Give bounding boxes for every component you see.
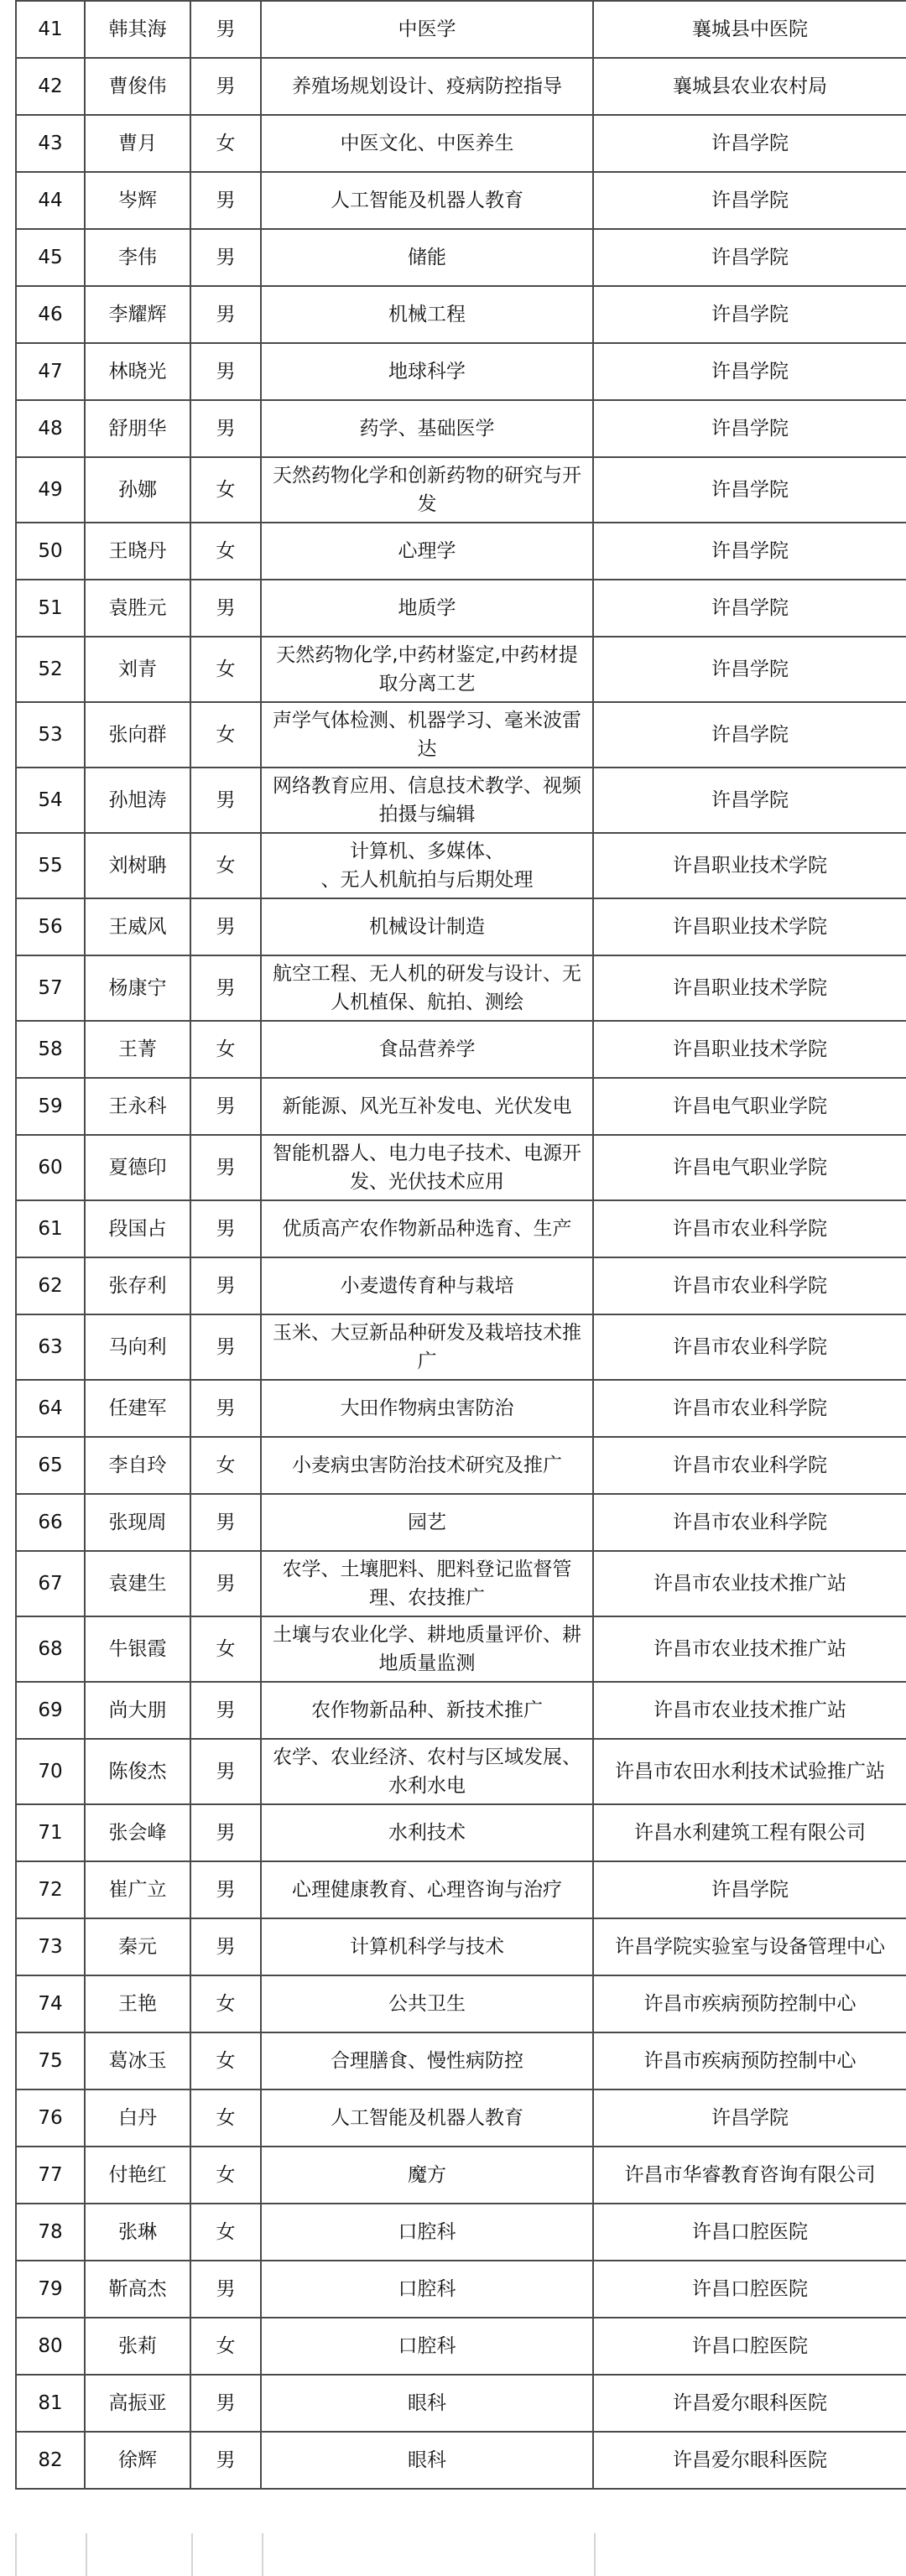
table-row bbox=[16, 702, 906, 768]
row-number-cell: 43 bbox=[16, 115, 85, 172]
expertise-field-cell: 食品营养学 bbox=[261, 1021, 593, 1078]
gender-cell: 男 bbox=[190, 172, 261, 229]
expertise-field-cell: 智能机器人、电力电子技术、电源开发、光伏技术应用 bbox=[261, 1135, 593, 1200]
row-number-cell: 50 bbox=[16, 523, 85, 580]
row-number-cell: 58 bbox=[16, 1021, 85, 1078]
row-number-cell: 49 bbox=[16, 457, 85, 523]
organization-cell: 许昌学院 bbox=[593, 286, 906, 343]
table-row bbox=[16, 523, 906, 580]
expertise-field-cell: 人工智能及机器人教育 bbox=[261, 2089, 593, 2147]
gender-cell: 女 bbox=[190, 1437, 261, 1494]
person-name-cell: 张会峰 bbox=[85, 1804, 190, 1861]
organization-cell: 许昌市农业科学院 bbox=[593, 1257, 906, 1314]
person-name-cell: 牛银霞 bbox=[85, 1616, 190, 1682]
organization-cell: 许昌职业技术学院 bbox=[593, 955, 906, 1021]
person-name-cell: 韩其海 bbox=[85, 1, 190, 58]
row-number-cell: 66 bbox=[16, 1494, 85, 1551]
expertise-field-cell: 储能 bbox=[261, 229, 593, 286]
table-row bbox=[16, 1975, 906, 2032]
expertise-field-cell: 机械设计制造 bbox=[261, 898, 593, 955]
table-row bbox=[16, 1078, 906, 1135]
gender-cell: 女 bbox=[190, 523, 261, 580]
gender-cell: 男 bbox=[190, 898, 261, 955]
person-name-cell: 李自玲 bbox=[85, 1437, 190, 1494]
organization-cell: 许昌学院 bbox=[593, 2089, 906, 2147]
organization-cell: 许昌学院 bbox=[593, 400, 906, 457]
expertise-field-cell: 地质学 bbox=[261, 580, 593, 637]
row-number-cell: 61 bbox=[16, 1200, 85, 1257]
row-number-cell: 59 bbox=[16, 1078, 85, 1135]
person-name-cell: 袁建生 bbox=[85, 1551, 190, 1616]
gender-cell: 男 bbox=[190, 955, 261, 1021]
gender-cell: 男 bbox=[190, 1804, 261, 1861]
table-row bbox=[16, 1135, 906, 1200]
organization-cell: 许昌学院 bbox=[593, 637, 906, 702]
person-name-cell: 靳高杰 bbox=[85, 2261, 190, 2318]
expert-roster-table bbox=[15, 0, 906, 2490]
table-row bbox=[16, 1739, 906, 1804]
expertise-field-cell: 优质高产农作物新品种选育、生产 bbox=[261, 1200, 593, 1257]
gender-cell: 女 bbox=[190, 457, 261, 523]
table-row bbox=[16, 229, 906, 286]
table-row bbox=[16, 1200, 906, 1257]
organization-cell: 襄城县农业农村局 bbox=[593, 58, 906, 115]
gender-cell: 女 bbox=[190, 2318, 261, 2375]
row-number-cell: 56 bbox=[16, 898, 85, 955]
organization-cell: 许昌职业技术学院 bbox=[593, 898, 906, 955]
expertise-field-cell: 园艺 bbox=[261, 1494, 593, 1551]
gender-cell: 女 bbox=[190, 2089, 261, 2147]
organization-cell: 襄城县中医院 bbox=[593, 1, 906, 58]
gender-cell: 女 bbox=[190, 2147, 261, 2204]
gender-cell: 男 bbox=[190, 2261, 261, 2318]
row-number-cell: 42 bbox=[16, 58, 85, 115]
gender-cell: 男 bbox=[190, 1135, 261, 1200]
row-number-cell: 81 bbox=[16, 2375, 85, 2432]
organization-cell: 许昌学院 bbox=[593, 343, 906, 400]
gender-cell: 男 bbox=[190, 1551, 261, 1616]
table-row bbox=[16, 400, 906, 457]
row-number-cell: 45 bbox=[16, 229, 85, 286]
expertise-field-cell: 养殖场规划设计、疫病防控指导 bbox=[261, 58, 593, 115]
person-name-cell: 杨康宁 bbox=[85, 955, 190, 1021]
gender-cell: 男 bbox=[190, 1494, 261, 1551]
table-row bbox=[16, 2204, 906, 2261]
row-number-cell: 51 bbox=[16, 580, 85, 637]
row-number-cell: 75 bbox=[16, 2032, 85, 2089]
organization-cell: 许昌市农田水利技术试验推广站 bbox=[593, 1739, 906, 1804]
person-name-cell: 夏德印 bbox=[85, 1135, 190, 1200]
gender-cell: 女 bbox=[190, 637, 261, 702]
expertise-field-cell: 土壤与农业化学、耕地质量评价、耕地质量监测 bbox=[261, 1616, 593, 1682]
person-name-cell: 葛冰玉 bbox=[85, 2032, 190, 2089]
person-name-cell: 林晓光 bbox=[85, 343, 190, 400]
row-number-cell: 76 bbox=[16, 2089, 85, 2147]
gender-cell: 男 bbox=[190, 58, 261, 115]
table-row bbox=[16, 2147, 906, 2204]
table-row bbox=[16, 580, 906, 637]
person-name-cell: 张存利 bbox=[85, 1257, 190, 1314]
row-number-cell: 79 bbox=[16, 2261, 85, 2318]
organization-cell: 许昌口腔医院 bbox=[593, 2318, 906, 2375]
expertise-field-cell: 小麦病虫害防治技术研究及推广 bbox=[261, 1437, 593, 1494]
gender-cell: 女 bbox=[190, 1975, 261, 2032]
gender-cell: 女 bbox=[190, 2204, 261, 2261]
expertise-field-cell: 口腔科 bbox=[261, 2261, 593, 2318]
person-name-cell: 崔广立 bbox=[85, 1861, 190, 1918]
table-row bbox=[16, 2089, 906, 2147]
person-name-cell: 曹月 bbox=[85, 115, 190, 172]
person-name-cell: 高振亚 bbox=[85, 2375, 190, 2432]
row-number-cell: 74 bbox=[16, 1975, 85, 2032]
table-row bbox=[16, 1380, 906, 1437]
expertise-field-cell: 眼科 bbox=[261, 2432, 593, 2489]
organization-cell: 许昌职业技术学院 bbox=[593, 833, 906, 898]
gender-cell: 男 bbox=[190, 286, 261, 343]
person-name-cell: 舒朋华 bbox=[85, 400, 190, 457]
expertise-field-cell: 计算机科学与技术 bbox=[261, 1918, 593, 1975]
table-row bbox=[16, 833, 906, 898]
expertise-field-cell: 玉米、大豆新品种研发及栽培技术推广 bbox=[261, 1314, 593, 1380]
table-row bbox=[16, 1616, 906, 1682]
expertise-field-cell: 合理膳食、慢性病防控 bbox=[261, 2032, 593, 2089]
person-name-cell: 马向利 bbox=[85, 1314, 190, 1380]
gender-cell: 男 bbox=[190, 768, 261, 833]
organization-cell: 许昌市疾病预防控制中心 bbox=[593, 1975, 906, 2032]
person-name-cell: 王菁 bbox=[85, 1021, 190, 1078]
row-number-cell: 47 bbox=[16, 343, 85, 400]
row-number-cell: 55 bbox=[16, 833, 85, 898]
table-row bbox=[16, 1918, 906, 1975]
expertise-field-cell: 药学、基础医学 bbox=[261, 400, 593, 457]
organization-cell: 许昌电气职业学院 bbox=[593, 1135, 906, 1200]
table-row bbox=[16, 768, 906, 833]
gender-cell: 男 bbox=[190, 343, 261, 400]
expertise-field-cell: 声学气体检测、机器学习、毫米波雷达 bbox=[261, 702, 593, 768]
expertise-field-cell: 天然药物化学,中药材鉴定,中药材提取分离工艺 bbox=[261, 637, 593, 702]
gender-cell: 男 bbox=[190, 1739, 261, 1804]
person-name-cell: 张琳 bbox=[85, 2204, 190, 2261]
gender-cell: 男 bbox=[190, 1314, 261, 1380]
table-row bbox=[16, 343, 906, 400]
table-body bbox=[16, 1, 906, 2489]
row-number-cell: 46 bbox=[16, 286, 85, 343]
row-number-cell: 62 bbox=[16, 1257, 85, 1314]
expertise-field-cell: 心理学 bbox=[261, 523, 593, 580]
row-number-cell: 80 bbox=[16, 2318, 85, 2375]
organization-cell: 许昌市农业技术推广站 bbox=[593, 1682, 906, 1739]
row-number-cell: 68 bbox=[16, 1616, 85, 1682]
gender-cell: 女 bbox=[190, 115, 261, 172]
expertise-field-cell: 眼科 bbox=[261, 2375, 593, 2432]
organization-cell: 许昌市农业科学院 bbox=[593, 1314, 906, 1380]
table-trailing-gridlines bbox=[15, 2533, 906, 2576]
person-name-cell: 曹俊伟 bbox=[85, 58, 190, 115]
organization-cell: 许昌水利建筑工程有限公司 bbox=[593, 1804, 906, 1861]
row-number-cell: 44 bbox=[16, 172, 85, 229]
organization-cell: 许昌学院 bbox=[593, 172, 906, 229]
expertise-field-cell: 地球科学 bbox=[261, 343, 593, 400]
expertise-field-cell: 中医学 bbox=[261, 1, 593, 58]
gender-cell: 男 bbox=[190, 2432, 261, 2489]
expertise-field-cell: 农作物新品种、新技术推广 bbox=[261, 1682, 593, 1739]
gender-cell: 男 bbox=[190, 400, 261, 457]
expertise-field-cell: 计算机、多媒体、 、无人机航拍与后期处理 bbox=[261, 833, 593, 898]
row-number-cell: 71 bbox=[16, 1804, 85, 1861]
gender-cell: 男 bbox=[190, 580, 261, 637]
table-row bbox=[16, 58, 906, 115]
expertise-field-cell: 天然药物化学和创新药物的研究与开发 bbox=[261, 457, 593, 523]
expertise-field-cell: 口腔科 bbox=[261, 2318, 593, 2375]
organization-cell: 许昌爱尔眼科医院 bbox=[593, 2375, 906, 2432]
person-name-cell: 徐辉 bbox=[85, 2432, 190, 2489]
person-name-cell: 孙娜 bbox=[85, 457, 190, 523]
table-row bbox=[16, 2318, 906, 2375]
person-name-cell: 张莉 bbox=[85, 2318, 190, 2375]
person-name-cell: 尚大朋 bbox=[85, 1682, 190, 1739]
gender-cell: 男 bbox=[190, 1682, 261, 1739]
organization-cell: 许昌市华睿教育咨询有限公司 bbox=[593, 2147, 906, 2204]
gender-cell: 男 bbox=[190, 1, 261, 58]
table-row bbox=[16, 1494, 906, 1551]
organization-cell: 许昌职业技术学院 bbox=[593, 1021, 906, 1078]
person-name-cell: 李伟 bbox=[85, 229, 190, 286]
person-name-cell: 王永科 bbox=[85, 1078, 190, 1135]
gender-cell: 男 bbox=[190, 1918, 261, 1975]
expertise-field-cell: 公共卫生 bbox=[261, 1975, 593, 2032]
table-row bbox=[16, 1021, 906, 1078]
organization-cell: 许昌爱尔眼科医院 bbox=[593, 2432, 906, 2489]
row-number-cell: 60 bbox=[16, 1135, 85, 1200]
organization-cell: 许昌口腔医院 bbox=[593, 2261, 906, 2318]
organization-cell: 许昌学院 bbox=[593, 457, 906, 523]
table-row bbox=[16, 1804, 906, 1861]
person-name-cell: 刘青 bbox=[85, 637, 190, 702]
row-number-cell: 57 bbox=[16, 955, 85, 1021]
row-number-cell: 64 bbox=[16, 1380, 85, 1437]
table-row bbox=[16, 955, 906, 1021]
person-name-cell: 王艳 bbox=[85, 1975, 190, 2032]
table-row bbox=[16, 1551, 906, 1616]
person-name-cell: 王威风 bbox=[85, 898, 190, 955]
person-name-cell: 孙旭涛 bbox=[85, 768, 190, 833]
organization-cell: 许昌学院 bbox=[593, 702, 906, 768]
table-row bbox=[16, 1, 906, 58]
table-row bbox=[16, 1437, 906, 1494]
person-name-cell: 李耀辉 bbox=[85, 286, 190, 343]
table-row bbox=[16, 2032, 906, 2089]
table-row bbox=[16, 898, 906, 955]
row-number-cell: 70 bbox=[16, 1739, 85, 1804]
row-number-cell: 48 bbox=[16, 400, 85, 457]
table-row bbox=[16, 1682, 906, 1739]
gender-cell: 男 bbox=[190, 1200, 261, 1257]
person-name-cell: 陈俊杰 bbox=[85, 1739, 190, 1804]
person-name-cell: 白丹 bbox=[85, 2089, 190, 2147]
organization-cell: 许昌市农业科学院 bbox=[593, 1437, 906, 1494]
row-number-cell: 52 bbox=[16, 637, 85, 702]
expertise-field-cell: 网络教育应用、信息技术教学、视频拍摄与编辑 bbox=[261, 768, 593, 833]
row-number-cell: 77 bbox=[16, 2147, 85, 2204]
organization-cell: 许昌学院实验室与设备管理中心 bbox=[593, 1918, 906, 1975]
person-name-cell: 刘树聃 bbox=[85, 833, 190, 898]
gender-cell: 女 bbox=[190, 833, 261, 898]
expertise-field-cell: 水利技术 bbox=[261, 1804, 593, 1861]
expertise-field-cell: 人工智能及机器人教育 bbox=[261, 172, 593, 229]
gender-cell: 男 bbox=[190, 1380, 261, 1437]
row-number-cell: 78 bbox=[16, 2204, 85, 2261]
table-row bbox=[16, 2261, 906, 2318]
organization-cell: 许昌市农业科学院 bbox=[593, 1200, 906, 1257]
table-row bbox=[16, 1257, 906, 1314]
expertise-field-cell: 航空工程、无人机的研发与设计、无人机植保、航拍、测绘 bbox=[261, 955, 593, 1021]
organization-cell: 许昌电气职业学院 bbox=[593, 1078, 906, 1135]
expertise-field-cell: 中医文化、中医养生 bbox=[261, 115, 593, 172]
row-number-cell: 72 bbox=[16, 1861, 85, 1918]
row-number-cell: 73 bbox=[16, 1918, 85, 1975]
person-name-cell: 岑辉 bbox=[85, 172, 190, 229]
expertise-field-cell: 新能源、风光互补发电、光伏发电 bbox=[261, 1078, 593, 1135]
gender-cell: 女 bbox=[190, 1616, 261, 1682]
person-name-cell: 张向群 bbox=[85, 702, 190, 768]
organization-cell: 许昌市疾病预防控制中心 bbox=[593, 2032, 906, 2089]
gender-cell: 男 bbox=[190, 1078, 261, 1135]
gender-cell: 男 bbox=[190, 1861, 261, 1918]
organization-cell: 许昌学院 bbox=[593, 768, 906, 833]
row-number-cell: 67 bbox=[16, 1551, 85, 1616]
person-name-cell: 张现周 bbox=[85, 1494, 190, 1551]
person-name-cell: 任建军 bbox=[85, 1380, 190, 1437]
row-number-cell: 65 bbox=[16, 1437, 85, 1494]
row-number-cell: 53 bbox=[16, 702, 85, 768]
table-row bbox=[16, 172, 906, 229]
organization-cell: 许昌市农业技术推广站 bbox=[593, 1551, 906, 1616]
expertise-field-cell: 魔方 bbox=[261, 2147, 593, 2204]
person-name-cell: 付艳红 bbox=[85, 2147, 190, 2204]
expertise-field-cell: 口腔科 bbox=[261, 2204, 593, 2261]
gender-cell: 女 bbox=[190, 2032, 261, 2089]
organization-cell: 许昌口腔医院 bbox=[593, 2204, 906, 2261]
row-number-cell: 69 bbox=[16, 1682, 85, 1739]
table-row bbox=[16, 115, 906, 172]
expertise-field-cell: 心理健康教育、心理咨询与治疗 bbox=[261, 1861, 593, 1918]
table-row bbox=[16, 457, 906, 523]
person-name-cell: 段国占 bbox=[85, 1200, 190, 1257]
table-row bbox=[16, 2375, 906, 2432]
table-row bbox=[16, 637, 906, 702]
person-name-cell: 王晓丹 bbox=[85, 523, 190, 580]
expertise-field-cell: 小麦遗传育种与栽培 bbox=[261, 1257, 593, 1314]
gender-cell: 男 bbox=[190, 229, 261, 286]
table-row bbox=[16, 1314, 906, 1380]
person-name-cell: 袁胜元 bbox=[85, 580, 190, 637]
row-number-cell: 54 bbox=[16, 768, 85, 833]
row-number-cell: 41 bbox=[16, 1, 85, 58]
person-name-cell: 秦元 bbox=[85, 1918, 190, 1975]
expertise-field-cell: 机械工程 bbox=[261, 286, 593, 343]
gender-cell: 女 bbox=[190, 1021, 261, 1078]
organization-cell: 许昌学院 bbox=[593, 523, 906, 580]
row-number-cell: 82 bbox=[16, 2432, 85, 2489]
row-number-cell: 63 bbox=[16, 1314, 85, 1380]
expertise-field-cell: 农学、土壤肥料、肥料登记监督管理、农技推广 bbox=[261, 1551, 593, 1616]
table-row bbox=[16, 286, 906, 343]
table-row bbox=[16, 2432, 906, 2489]
organization-cell: 许昌学院 bbox=[593, 229, 906, 286]
expertise-field-cell: 大田作物病虫害防治 bbox=[261, 1380, 593, 1437]
gender-cell: 男 bbox=[190, 1257, 261, 1314]
organization-cell: 许昌学院 bbox=[593, 580, 906, 637]
organization-cell: 许昌市农业技术推广站 bbox=[593, 1616, 906, 1682]
gender-cell: 女 bbox=[190, 702, 261, 768]
organization-cell: 许昌市农业科学院 bbox=[593, 1494, 906, 1551]
gender-cell: 男 bbox=[190, 2375, 261, 2432]
table-row bbox=[16, 1861, 906, 1918]
expertise-field-cell: 农学、农业经济、农村与区域发展、水利水电 bbox=[261, 1739, 593, 1804]
organization-cell: 许昌学院 bbox=[593, 1861, 906, 1918]
organization-cell: 许昌学院 bbox=[593, 115, 906, 172]
organization-cell: 许昌市农业科学院 bbox=[593, 1380, 906, 1437]
